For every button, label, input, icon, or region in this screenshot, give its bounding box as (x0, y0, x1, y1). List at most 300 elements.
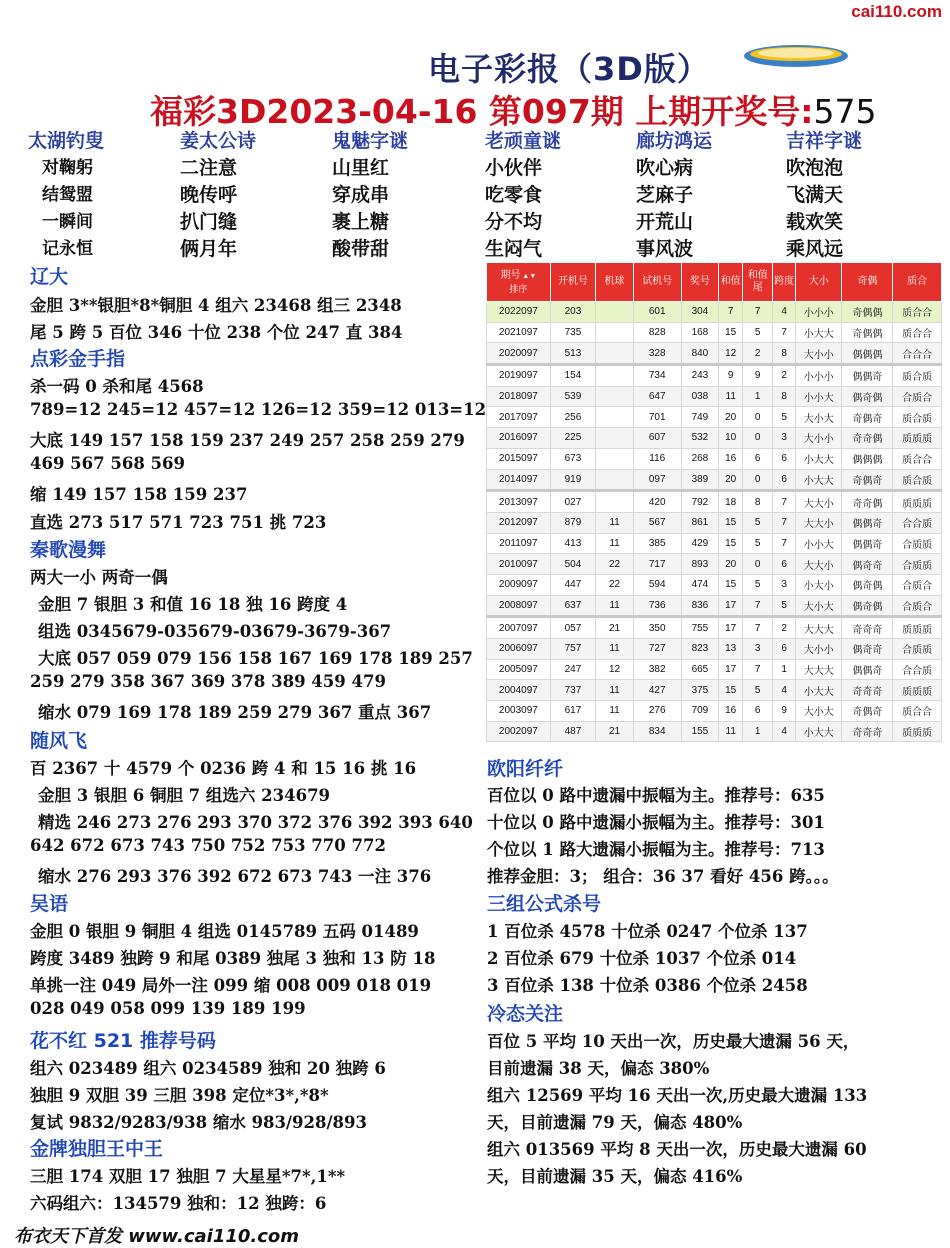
riddle-cell: 酸带甜 (332, 238, 390, 260)
text-line: 组六 013569 平均 8 天出一次，历史最大遗漏 60 (487, 1140, 867, 1159)
table-cell: 奇偶奇 (842, 407, 893, 428)
table-cell: 879 (550, 512, 595, 533)
text-line: 642 672 673 743 750 752 753 770 772 (30, 836, 386, 855)
table-row (487, 721, 942, 742)
table-cell: 合质质 (893, 554, 942, 575)
text-line: 推荐金胆：3； 组合：36 37 看好 456 跨。。。 (487, 867, 839, 886)
table-cell (596, 448, 634, 469)
table-row (487, 302, 942, 323)
text-line: 精选 246 273 276 293 370 372 376 392 393 640 (38, 813, 473, 832)
table-cell: 116 (633, 448, 681, 469)
table-cell: 6 (773, 554, 796, 575)
table-cell: 647 (633, 386, 681, 407)
table-cell: 11 (596, 639, 634, 660)
history-table (486, 262, 942, 742)
table-cell: 17 (719, 659, 743, 680)
table-cell: 2015097 (487, 448, 551, 469)
table-cell: 17 (719, 617, 743, 639)
last-winning-number: 575 (813, 92, 877, 131)
text-line: 1 百位杀 4578 十位杀 0247 个位杀 137 (487, 922, 808, 941)
table-cell: 质合质 (893, 407, 942, 428)
table-cell: 大小小 (796, 428, 842, 449)
riddle-cell: 穿成串 (332, 184, 390, 206)
table-cell: 749 (681, 407, 719, 428)
table-cell: 大大大 (796, 659, 842, 680)
table-cell: 12 (596, 659, 634, 680)
table-cell: 861 (681, 512, 719, 533)
table-cell: 21 (596, 617, 634, 639)
table-row (487, 448, 942, 469)
table-cell: 奇奇偶 (842, 428, 893, 449)
text-line: 百位 5 平均 10 天出一次，历史最大遗漏 56 天， (487, 1032, 860, 1051)
riddle-cell: 晚传呼 (180, 184, 238, 206)
table-cell: 594 (633, 574, 681, 595)
table-cell: 合合质 (893, 659, 942, 680)
table-cell: 2011097 (487, 533, 551, 554)
table-cell: 5 (773, 407, 796, 428)
riddle-cell: 飞满天 (786, 184, 844, 206)
text-line: 3 百位杀 138 十位杀 0386 个位杀 2458 (487, 976, 808, 995)
table-cell: 7 (743, 617, 773, 639)
section-title: 花不红 521 推荐号码 (30, 1030, 216, 1052)
table-cell: 727 (633, 639, 681, 660)
table-cell: 小小小 (796, 365, 842, 387)
table-header-cell: 试机号 (633, 263, 681, 302)
riddle-cell: 小伙伴 (485, 157, 543, 179)
table-cell: 质质质 (893, 721, 942, 742)
table-cell: 偶奇偶 (842, 595, 893, 617)
table-cell: 15 (719, 512, 743, 533)
table-cell: 22 (596, 554, 634, 575)
text-line: 大底 149 157 158 159 237 249 257 258 259 279 (30, 431, 465, 450)
text-line: 直选 273 517 571 723 751 挑 723 (30, 513, 327, 532)
table-row (487, 386, 942, 407)
text-line: 缩 149 157 158 159 237 (30, 485, 248, 504)
table-cell: 11 (596, 680, 634, 701)
table-cell: 11 (596, 595, 634, 617)
table-cell: 6 (743, 448, 773, 469)
text-line: 缩水 079 169 178 189 259 279 367 重点 367 (38, 703, 432, 722)
table-cell: 2014097 (487, 469, 551, 491)
table-cell: 4 (773, 680, 796, 701)
paper-title: 电子彩报（3D版） (428, 50, 710, 88)
table-cell: 小大大 (796, 322, 842, 343)
table-cell: 大小大 (796, 595, 842, 617)
table-cell: 268 (681, 448, 719, 469)
table-cell: 3 (773, 574, 796, 595)
table-cell: 奇偶偶 (842, 322, 893, 343)
table-cell: 2009097 (487, 574, 551, 595)
table-cell: 637 (550, 595, 595, 617)
riddle-cell: 生闷气 (485, 238, 543, 260)
table-cell: 243 (681, 365, 719, 387)
logo-badge (740, 38, 850, 70)
table-cell: 429 (681, 533, 719, 554)
table-header-period (487, 263, 551, 302)
section-title: 随风飞 (30, 730, 88, 752)
table-cell: 21 (596, 721, 634, 742)
table-cell: 奇奇奇 (842, 721, 893, 742)
table-cell (596, 469, 634, 491)
table-cell: 717 (633, 554, 681, 575)
table-header-cell: 奖号 (681, 263, 719, 302)
header-label: 排序 (509, 283, 528, 294)
table-row (487, 365, 942, 387)
table-cell: 20 (719, 554, 743, 575)
table-cell: 1 (743, 721, 773, 742)
table-cell: 16 (719, 448, 743, 469)
table-cell: 504 (550, 554, 595, 575)
table-cell: 合质合 (893, 386, 942, 407)
table-cell: 合质合 (893, 574, 942, 595)
riddle-cell: 乘风远 (786, 238, 844, 260)
table-cell: 601 (633, 302, 681, 323)
table-cell: 709 (681, 701, 719, 722)
table-cell: 奇偶奇 (842, 701, 893, 722)
text-line: 百 2367 十 4579 个 0236 跨 4 和 15 16 挑 16 (30, 759, 417, 778)
riddle-cell: 开荒山 (636, 211, 694, 233)
table-cell: 5 (743, 680, 773, 701)
table-header-cell: 质合 (893, 263, 942, 302)
riddle-cell: 裹上糖 (332, 211, 390, 233)
table-cell (596, 386, 634, 407)
table-cell: 奇奇奇 (842, 617, 893, 639)
section-title: 冷态关注 (487, 1003, 564, 1025)
table-cell: 偶偶偶 (842, 343, 893, 365)
table-cell: 质质质 (893, 428, 942, 449)
table-row (487, 469, 942, 491)
table-cell: 2 (773, 617, 796, 639)
table-cell: 7 (773, 533, 796, 554)
riddle-cell: 结鸳盟 (42, 185, 93, 205)
table-cell: 203 (550, 302, 595, 323)
table-cell: 小大小 (796, 574, 842, 595)
table-cell: 487 (550, 721, 595, 742)
table-cell: 13 (719, 639, 743, 660)
riddle-cell: 芝麻子 (636, 184, 694, 206)
table-cell: 12 (719, 343, 743, 365)
table-cell: 2012097 (487, 512, 551, 533)
table-row (487, 680, 942, 701)
table-cell: 6 (773, 639, 796, 660)
table-cell: 8 (773, 386, 796, 407)
text-line: 2 百位杀 679 十位杀 1037 个位杀 014 (487, 949, 797, 968)
table-cell: 4 (773, 302, 796, 323)
table-cell: 6 (743, 701, 773, 722)
table-cell: 质合质 (893, 469, 942, 491)
table-header-cell: 开机号 (550, 263, 595, 302)
table-cell: 大小小 (796, 639, 842, 660)
table-cell: 2020097 (487, 343, 551, 365)
table-cell: 20 (719, 407, 743, 428)
table-cell: 256 (550, 407, 595, 428)
table-cell: 合合合 (893, 343, 942, 365)
text-line: 259 279 358 367 369 378 389 459 479 (30, 672, 386, 691)
riddle-cell: 记永恒 (42, 239, 93, 259)
table-cell: 792 (681, 491, 719, 513)
riddle-cell: 一瞬间 (42, 212, 93, 232)
table-cell: 2 (743, 343, 773, 365)
table-cell: 328 (633, 343, 681, 365)
table-cell: 7 (773, 512, 796, 533)
table-cell: 大小大 (796, 407, 842, 428)
table-cell: 偶奇偶 (842, 574, 893, 595)
site-watermark: cai110.com (851, 2, 942, 21)
table-row (487, 574, 942, 595)
table-cell: 607 (633, 428, 681, 449)
table-cell: 合质质 (893, 533, 942, 554)
table-cell: 小小小 (796, 302, 842, 323)
table-cell: 7 (743, 659, 773, 680)
table-cell: 5 (743, 512, 773, 533)
table-cell: 2006097 (487, 639, 551, 660)
table-cell: 057 (550, 617, 595, 639)
riddle-cell: 分不均 (485, 211, 543, 233)
table-row (487, 617, 942, 639)
table-row (487, 595, 942, 617)
table-body (487, 302, 942, 742)
table-cell: 8 (743, 491, 773, 513)
table-cell: 2021097 (487, 322, 551, 343)
table-cell: 755 (681, 617, 719, 639)
table-cell: 2019097 (487, 365, 551, 387)
table-cell: 7 (773, 322, 796, 343)
table-header-cell: 机球 (596, 263, 634, 302)
table-cell: 15 (719, 322, 743, 343)
riddle-cell: 载欢笑 (786, 211, 844, 233)
text-line: 金胆 3 银胆 6 铜胆 7 组选六 234679 (38, 786, 331, 805)
riddle-column-header: 老顽童谜 (485, 130, 562, 152)
table-header-cell: 和值 (719, 263, 743, 302)
table-cell: 小大大 (796, 721, 842, 742)
table-header-row (487, 263, 942, 302)
table-cell (596, 302, 634, 323)
table-row (487, 491, 942, 513)
table-cell: 质质质 (893, 491, 942, 513)
table-cell: 偶奇偶 (842, 386, 893, 407)
table-cell: 7 (719, 302, 743, 323)
text-line: 六码组六：134579 独和：12 独跨：6 (30, 1194, 327, 1213)
table-cell: 513 (550, 343, 595, 365)
table-header-cell: 奇偶 (842, 263, 893, 302)
text-line: 两大一小 两奇一偶 (30, 568, 168, 587)
table-cell: 0 (743, 469, 773, 491)
table-cell: 2017097 (487, 407, 551, 428)
table-cell: 偶偶奇 (842, 365, 893, 387)
table-cell: 247 (550, 659, 595, 680)
table-cell: 2013097 (487, 491, 551, 513)
riddle-column-header: 鬼魅字谜 (332, 130, 409, 152)
table-cell: 823 (681, 639, 719, 660)
table-cell: 276 (633, 701, 681, 722)
table-cell: 质质质 (893, 680, 942, 701)
riddle-cell: 对鞠躬 (42, 158, 93, 178)
header-label: 期号 (500, 269, 521, 281)
table-cell: 奇奇偶 (842, 491, 893, 513)
text-line: 大底 057 059 079 156 158 167 169 178 189 257 (38, 649, 473, 668)
text-line: 组六 12569 平均 16 天出一次,历史最大遗漏 133 (487, 1086, 868, 1105)
table-cell: 大大小 (796, 491, 842, 513)
table-cell: 质质质 (893, 617, 942, 639)
table-cell: 奇奇奇 (842, 680, 893, 701)
table-cell: 17 (719, 595, 743, 617)
table-cell: 质合合 (893, 302, 942, 323)
table-cell: 6 (773, 448, 796, 469)
table-cell: 413 (550, 533, 595, 554)
table-cell: 225 (550, 428, 595, 449)
riddle-cell: 吹心病 (636, 157, 694, 179)
table-cell: 质合质 (893, 365, 942, 387)
text-line: 组六 023489 组六 0234589 独和 20 独跨 6 (30, 1059, 386, 1078)
table-cell: 539 (550, 386, 595, 407)
table-cell: 7 (743, 595, 773, 617)
table-cell: 2004097 (487, 680, 551, 701)
table-cell: 427 (633, 680, 681, 701)
table-row (487, 701, 942, 722)
table-cell: 420 (633, 491, 681, 513)
table-cell: 11 (596, 533, 634, 554)
table-cell: 大大小 (796, 554, 842, 575)
table-cell: 665 (681, 659, 719, 680)
table-row (487, 428, 942, 449)
table-cell: 0 (743, 428, 773, 449)
table-cell: 大小大 (796, 701, 842, 722)
table-cell: 734 (633, 365, 681, 387)
table-cell (596, 365, 634, 387)
table-cell: 389 (681, 469, 719, 491)
table-cell: 154 (550, 365, 595, 387)
table-row (487, 533, 942, 554)
table-cell: 11 (719, 386, 743, 407)
text-line: 天，目前遗漏 35 天，偏态 416% (487, 1167, 743, 1186)
table-cell: 15 (719, 533, 743, 554)
table-cell: 1 (743, 386, 773, 407)
table-cell: 质合合 (893, 701, 942, 722)
table-cell: 合合质 (893, 512, 942, 533)
riddle-cell: 二注意 (180, 157, 238, 179)
table-cell: 偶奇奇 (842, 554, 893, 575)
table-cell: 质合合 (893, 322, 942, 343)
table-cell: 919 (550, 469, 595, 491)
table-header-cell: 跨度 (773, 263, 796, 302)
table-cell: 质合合 (893, 448, 942, 469)
table-cell: 小大大 (796, 448, 842, 469)
table-cell: 合质合 (893, 595, 942, 617)
table-cell: 9 (743, 365, 773, 387)
section-title: 秦歌漫舞 (30, 539, 107, 561)
section-title: 吴语 (30, 893, 69, 915)
table-cell: 155 (681, 721, 719, 742)
riddle-column-header: 姜太公诗 (180, 130, 257, 152)
table-cell: 8 (773, 343, 796, 365)
text-line: 天，目前遗漏 79 天，偏态 480% (487, 1113, 743, 1132)
sort-icon: ▲▼ (520, 272, 537, 280)
table-cell: 834 (633, 721, 681, 742)
text-line: 三胆 174 双胆 17 独胆 7 大星星*7*,1** (30, 1167, 346, 1186)
table-cell: 737 (550, 680, 595, 701)
table-cell: 2002097 (487, 721, 551, 742)
table-cell: 474 (681, 574, 719, 595)
table-cell: 2010097 (487, 554, 551, 575)
table-cell: 2008097 (487, 595, 551, 617)
table-row (487, 322, 942, 343)
text-line: 百位以 0 路中遗漏中振幅为主。推荐号：635 (487, 786, 825, 805)
table-cell: 893 (681, 554, 719, 575)
table-cell (596, 322, 634, 343)
table-cell: 20 (719, 469, 743, 491)
table-cell: 375 (681, 680, 719, 701)
table-cell: 382 (633, 659, 681, 680)
table-cell: 偶奇奇 (842, 639, 893, 660)
riddle-cell: 扒门缝 (180, 211, 238, 233)
table-cell: 18 (719, 491, 743, 513)
table-cell: 2005097 (487, 659, 551, 680)
section-title: 金牌独胆王中王 (30, 1138, 164, 1160)
table-cell: 828 (633, 322, 681, 343)
table-cell: 1 (773, 659, 796, 680)
table-cell: 16 (719, 701, 743, 722)
table-cell: 偶偶偶 (842, 448, 893, 469)
table-cell (596, 428, 634, 449)
table-cell: 3 (743, 639, 773, 660)
table-cell: 5 (743, 322, 773, 343)
table-cell: 小大大 (796, 469, 842, 491)
table-cell: 7 (743, 302, 773, 323)
table-cell: 合质质 (893, 639, 942, 660)
text-line: 469 567 568 569 (30, 454, 186, 473)
table-row (487, 554, 942, 575)
riddle-cell: 俩月年 (180, 238, 238, 260)
table-cell: 350 (633, 617, 681, 639)
table-cell: 5 (743, 574, 773, 595)
text-line: 十位以 0 路中遗漏小振幅为主。推荐号：301 (487, 813, 825, 832)
text-line: 跨度 3489 独跨 9 和尾 0389 独尾 3 独和 13 防 18 (30, 949, 436, 968)
text-line: 金胆 0 银胆 9 铜胆 4 组选 0145789 五码 01489 (30, 922, 419, 941)
table-cell: 奇偶奇 (842, 469, 893, 491)
section-title: 点彩金手指 (30, 348, 126, 370)
table-cell: 447 (550, 574, 595, 595)
table-cell: 15 (719, 680, 743, 701)
table-cell: 小大大 (796, 680, 842, 701)
table-row (487, 659, 942, 680)
riddle-column-header: 吉祥字谜 (786, 130, 863, 152)
table-header-cell: 大小 (796, 263, 842, 302)
section-title: 三组公式杀号 (487, 893, 602, 915)
table-cell: 735 (550, 322, 595, 343)
section-title: 辽大 (30, 266, 69, 288)
table-cell: 11 (596, 701, 634, 722)
table-cell: 大大大 (796, 617, 842, 639)
table-cell: 736 (633, 595, 681, 617)
text-line: 028 049 058 099 139 189 199 (30, 999, 306, 1018)
table-cell: 836 (681, 595, 719, 617)
table-cell: 027 (550, 491, 595, 513)
table-cell: 22 (596, 574, 634, 595)
table-cell: 532 (681, 428, 719, 449)
table-cell: 10 (719, 428, 743, 449)
text-line: 个位以 1 路大遗漏小振幅为主。推荐号：713 (487, 840, 825, 859)
table-row (487, 407, 942, 428)
table-cell: 11 (719, 721, 743, 742)
table-cell: 304 (681, 302, 719, 323)
riddle-cell: 吃零食 (485, 184, 543, 206)
text-line: 789=12 245=12 457=12 126=12 359=12 013=12 (30, 400, 487, 419)
text-line: 单挑一注 049 局外一注 099 缩 008 009 018 019 (30, 976, 432, 995)
table-cell: 168 (681, 322, 719, 343)
table-cell: 大小小 (796, 343, 842, 365)
table-cell: 15 (719, 574, 743, 595)
text-line: 杀一码 0 杀和尾 4568 (30, 377, 204, 396)
